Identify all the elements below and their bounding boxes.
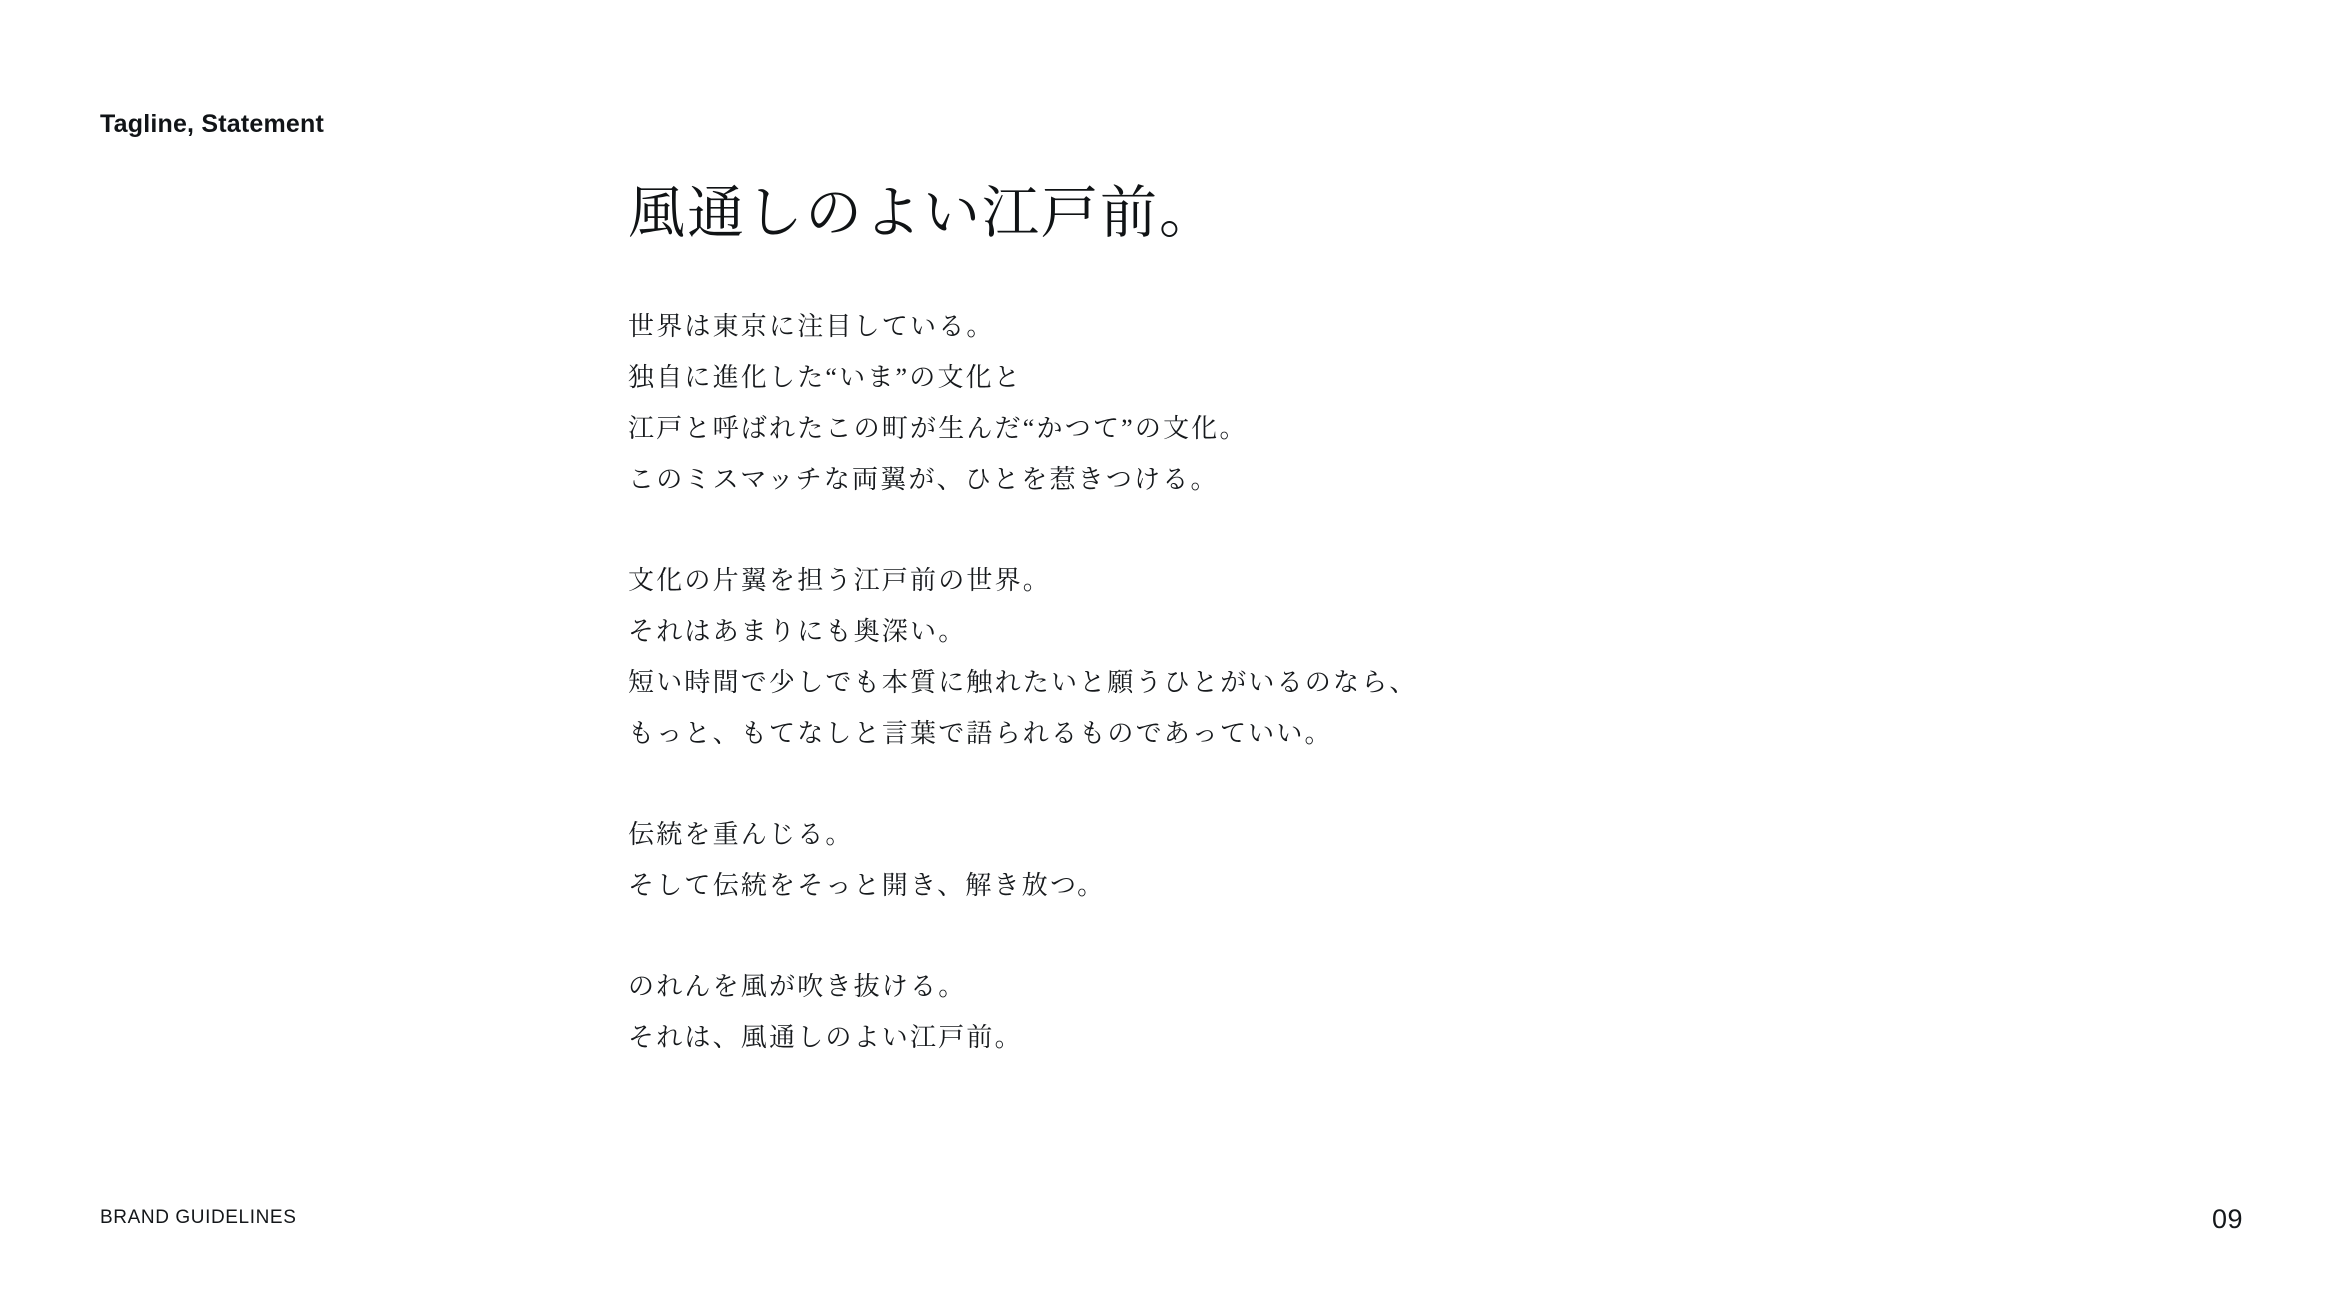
statement-paragraph-1 [628,301,2128,505]
statement-line: そして伝統をそっと開き、解き放つ。 [628,871,1106,901]
statement-line: 独自に進化した“いま”の文化と [628,363,1023,393]
footer-document-title: BRAND GUIDELINES [100,1207,297,1228]
statement-line: 短い時間で少しでも本質に触れたいと願うひとがいるのなら、 [628,668,1418,698]
statement-line: それは、風通しのよい江戸前。 [628,1023,1023,1053]
section-label: Tagline, Statement [100,110,325,138]
statement-line: 文化の片翼を担う江戸前の世界。 [628,566,1052,596]
statement-line: もっと、もてなしと言葉で語られるものであっていい。 [628,719,1333,749]
statement-line: 世界は東京に注目している。 [628,312,995,342]
statement-block [628,178,2128,1063]
statement-line: 伝統を重んじる。 [628,820,854,850]
headline: 風通しのよい江戸前。 [628,182,1218,245]
statement-line: 江戸と呼ばれたこの町が生んだ“かつて”の文化。 [628,414,1248,444]
statement-paragraph-3 [628,809,2128,911]
statement-line: このミスマッチな両翼が、ひとを惹きつける。 [628,465,1219,495]
statement-line: のれんを風が吹き抜ける。 [628,972,967,1002]
statement-paragraph-2 [628,555,2128,759]
statement-paragraph-4 [628,961,2128,1063]
page-number: 09 [2211,1204,2243,1234]
statement-line: それはあまりにも奥深い。 [628,617,967,647]
